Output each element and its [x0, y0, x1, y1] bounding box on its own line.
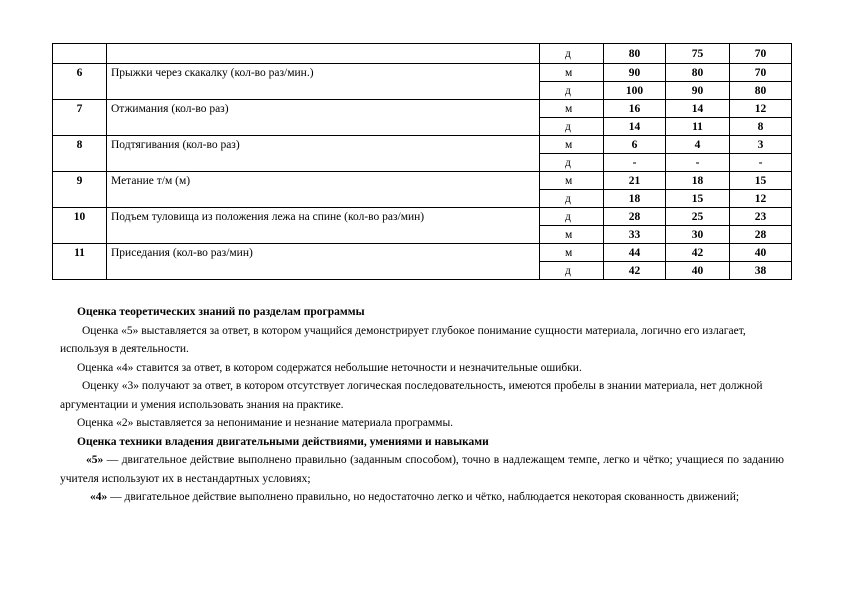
grade-4-value: 14	[666, 100, 730, 118]
grade-3-value: 38	[730, 262, 792, 280]
grade-5-value: 33	[604, 226, 666, 244]
sex-cell: д	[540, 154, 604, 172]
exercise-number: 11	[53, 244, 107, 280]
sex-cell: д	[540, 82, 604, 100]
grade-4-value: 42	[666, 244, 730, 262]
grade-5-value: 100	[604, 82, 666, 100]
grade-5-value: -	[604, 154, 666, 172]
grade-5-value: 42	[604, 262, 666, 280]
grade-3-value: 80	[730, 82, 792, 100]
grade-3-value: 8	[730, 118, 792, 136]
sex-cell: д	[540, 208, 604, 226]
technique-heading: Оценка техники владения двигательными действиями, умениями и навыками	[77, 435, 489, 448]
grade-5-value: 21	[604, 172, 666, 190]
sex-cell: м	[540, 244, 604, 262]
grade-5-technique-paragraph	[60, 451, 784, 488]
grade-4-value: 80	[666, 64, 730, 82]
exercise-name: Прыжки через скакалку (кол-во раз/мин.)	[107, 64, 540, 100]
grade-4-theory-paragraph: Оценка «4» ставится за ответ, в котором содержатся небольшие неточности и незначительные ошибки.	[77, 361, 582, 374]
grade-3-value: 15	[730, 172, 792, 190]
grade-4-value: 90	[666, 82, 730, 100]
grade-3-value: 12	[730, 100, 792, 118]
exercise-number: 9	[53, 172, 107, 208]
sex-cell: д	[540, 118, 604, 136]
sex-cell: м	[540, 100, 604, 118]
grade-4-value: 30	[666, 226, 730, 244]
grade-5-value: 16	[604, 100, 666, 118]
grade-3-value: 40	[730, 244, 792, 262]
table-row	[53, 100, 792, 118]
table-row	[53, 172, 792, 190]
table-row	[53, 44, 792, 64]
sex-cell: м	[540, 226, 604, 244]
grade-4-value: 25	[666, 208, 730, 226]
grade-5-value: 14	[604, 118, 666, 136]
grade-4-value: 11	[666, 118, 730, 136]
exercise-number: 8	[53, 136, 107, 172]
grade-4-value: 40	[666, 262, 730, 280]
grade-3-value: -	[730, 154, 792, 172]
table-row	[53, 136, 792, 154]
grade-4-technique-paragraph	[60, 488, 784, 507]
sex-cell: д	[540, 44, 604, 64]
exercise-number: 10	[53, 208, 107, 244]
grade-4-value: 4	[666, 136, 730, 154]
exercise-name: Метание т/м (м)	[107, 172, 540, 208]
grade-5-value: 90	[604, 64, 666, 82]
exercise-name: Отжимания (кол-во раз)	[107, 100, 540, 136]
grade-3-value: 12	[730, 190, 792, 208]
table-row	[53, 244, 792, 262]
exercise-name	[107, 44, 540, 64]
grade-3-value: 70	[730, 64, 792, 82]
theory-heading: Оценка теоретических знаний по разделам программы	[77, 306, 365, 318]
grade-3-value: 70	[730, 44, 792, 64]
grade-5-value: 28	[604, 208, 666, 226]
grade-4-mark: «4»	[90, 491, 108, 503]
grade-3-value: 28	[730, 226, 792, 244]
exercise-number: 6	[53, 64, 107, 100]
grade-4-value: 15	[666, 190, 730, 208]
grade-5-value: 80	[604, 44, 666, 64]
grade-4-value: 75	[666, 44, 730, 64]
grade-3-value: 3	[730, 136, 792, 154]
grade-4-technique-text: — двигательное действие выполнено правильно, но недостаточно легко и чётко, наблюдается некоторая скованность движений;	[107, 491, 740, 503]
exercise-number	[53, 44, 107, 64]
grade-4-value: -	[666, 154, 730, 172]
sex-cell: м	[540, 136, 604, 154]
table-row	[53, 64, 792, 82]
sex-cell: д	[540, 190, 604, 208]
table-row	[53, 208, 792, 226]
exercise-name: Приседания (кол-во раз/мин)	[107, 244, 540, 280]
sex-cell: д	[540, 262, 604, 280]
assessment-text	[60, 303, 784, 507]
grade-5-theory-paragraph: Оценка «5» выставляется за ответ, в котором учащийся демонстрирует глубокое понимание сущности материала, логично его излагает, используя в деятельности.	[60, 324, 746, 355]
sex-cell: м	[540, 64, 604, 82]
grade-3-value: 23	[730, 208, 792, 226]
grade-5-value: 44	[604, 244, 666, 262]
exercise-name: Подъем туловища из положения лежа на спине (кол-во раз/мин)	[107, 208, 540, 244]
grade-3-theory-paragraph: Оценку «3» получают за ответ, в котором отсутствует логическая последовательность, имеются пробелы в знании материала, нет должной аргументации и умения использовать знания на практике.	[60, 380, 763, 411]
grade-2-theory-paragraph: Оценка «2» выставляется за непонимание и незнание материала программы.	[77, 417, 454, 429]
grade-5-value: 18	[604, 190, 666, 208]
grade-4-value: 18	[666, 172, 730, 190]
exercise-name: Подтягивания (кол-во раз)	[107, 136, 540, 172]
exercise-number: 7	[53, 100, 107, 136]
grade-5-technique-text: — двигательное действие выполнено правильно (заданным способом), точно в надлежащем темпе, легко и чётко; учащиеся по заданию учителя используют их в нестандартных условиях;	[60, 454, 784, 485]
norms-table	[52, 43, 792, 280]
grade-5-value: 6	[604, 136, 666, 154]
sex-cell: м	[540, 172, 604, 190]
grade-5-mark: «5»	[86, 454, 104, 466]
